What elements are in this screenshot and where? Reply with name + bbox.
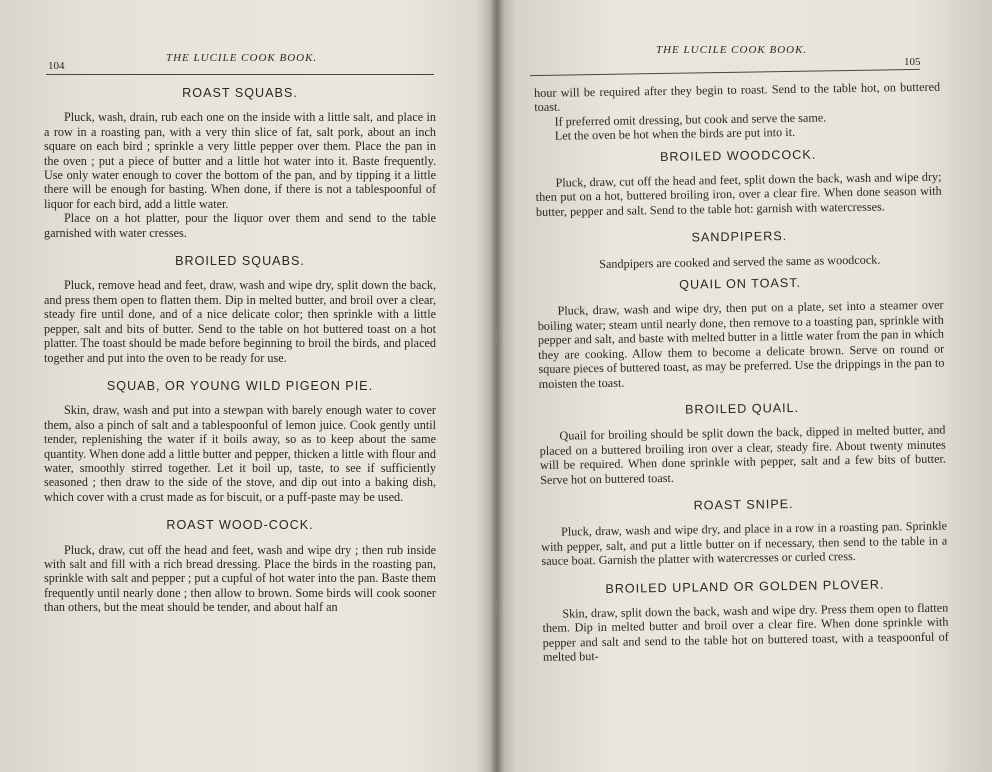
recipe-paragraph: Pluck, draw, cut off the head and feet, split down the back, wash and wipe dry; then put on a hot, buttered broiling iron, over a clear fire. When done season with butter, pepper and salt. Send to the table hot: garnish with watercresses. — [535, 169, 942, 219]
recipe-title: BROILED SQUABS. — [175, 254, 305, 269]
continued-text — [534, 80, 941, 144]
left-page — [0, 0, 492, 772]
recipe-paragraph: Place on a hot platter, pour the liquor over them and send to the table garnished with water cresses. — [44, 211, 436, 240]
recipe-title: ROAST WOOD-COCK. — [166, 518, 314, 533]
book-gutter — [490, 0, 504, 772]
recipe-broiled-woodcock — [535, 145, 942, 219]
left-page-content — [44, 86, 436, 629]
recipe-title: SANDPIPERS. — [691, 229, 788, 245]
left-page-number: 104 — [48, 60, 65, 72]
binding-thread — [494, 600, 497, 614]
recipe-quail-on-toast — [537, 274, 945, 391]
continuation-paragraph: Let the oven be hot when the birds are put into it. — [554, 125, 796, 143]
right-running-head: THE LUCILE COOK BOOK. — [656, 44, 808, 56]
continuation-paragraph: If preferred omit dressing, but cook and serve the same. — [554, 110, 827, 129]
recipe-paragraph: Skin, draw, split down the back, wash and wipe dry. Press them open to flatten them. Dip in melted butter and broil over a clear fire. When done sprinkle with pepper and salt and send to the table hot on buttered toast, with a teaspoonful of melted but- — [542, 600, 949, 665]
right-header-rule — [530, 69, 920, 76]
right-page-content — [534, 80, 949, 679]
recipe-title: QUAIL ON TOAST. — [679, 275, 802, 292]
recipe-title: BROILED QUAIL. — [684, 400, 800, 417]
recipe-roast-squabs — [44, 86, 436, 240]
recipe-title: SQUAB, OR YOUNG WILD PIGEON PIE. — [106, 378, 374, 393]
recipe-title: ROAST SQUABS. — [182, 86, 298, 100]
recipe-broiled-plover — [542, 576, 949, 664]
recipe-broiled-quail — [539, 398, 946, 486]
left-header-rule — [46, 74, 434, 75]
recipe-title: ROAST SNIPE. — [693, 496, 794, 513]
recipe-title: BROILED UPLAND OR GOLDEN PLOVER. — [605, 577, 885, 596]
recipe-paragraph: Pluck, draw, wash and wipe dry, and place in a row in a roasting pan. Sprinkle with pepper, salt, and put a little butter on if necessary, then send to the table in a sauce boat. Garnish the platter with watercresses or curled cress. — [541, 518, 948, 569]
left-running-head: THE LUCILE COOK BOOK. — [166, 52, 318, 64]
recipe-roast-wood-cock — [44, 518, 436, 614]
right-page — [500, 0, 992, 772]
binding-thread — [494, 330, 497, 344]
recipe-paragraph: Pluck, draw, cut off the head and feet, wash and wipe dry ; then rub inside with salt and fill with a rich bread dressing. Place the birds in the roasting pan, sprinkle with salt and pepper ; put a cupful of hot water into the pan. Baste them frequently until nearly done ; then allow to brown. Some birds will cook sooner than others, but the meat should be tender, and about half an — [44, 542, 436, 615]
recipe-broiled-squabs — [44, 254, 436, 365]
recipe-paragraph: Pluck, remove head and feet, draw, wash and wipe dry, split down the back, and press them open to flatten them. Dip in melted butter, and broil over a clear, steady fire until done, and of a nice delicate color; then sprinkle with a little pepper, salt and bits of butter. Send to the table on hot buttered toast on a hot platter. The toast should be made before beginning to broil the birds, and placed together and put into the oven to be ready for use. — [44, 278, 436, 365]
recipe-title: BROILED WOODCOCK. — [659, 147, 817, 164]
recipe-paragraph: Skin, draw, wash and put into a stewpan with barely enough water to cover them, also a pinch of salt and a tablespoonful of lemon juice. Cook gently until tender, replenishing the water if it boils away, so as to keep about the same quantity. When done add a little butter and pepper, thicken a little with flour and water, smoothly stirred together. Let it boil up, taste, to see if sufficiently seasoned ; then draw to the side of the stove, and dip out into a baking dish, which cover with a crust made as for biscuit, or a puff-paste may be used. — [44, 403, 436, 504]
recipe-sandpipers — [536, 227, 943, 272]
right-page-number: 105 — [904, 56, 921, 68]
recipe-paragraph: Pluck, draw, wash and wipe dry, then put on a plate, set into a steamer over boiling water; steam until nearly done, then remove to a toasting pan, sprinkle with pepper and salt, and baste with melted butter in a little water from the pan in which they are cooking. Allow them to become a delicate brown. Serve on round or square pieces of buttered toast, as may be preferred. Use the drippings in the pan to moisten the toast. — [537, 298, 945, 391]
recipe-paragraph: Sandpipers are cooked and served the same as woodcock. — [599, 252, 881, 271]
recipe-paragraph: Pluck, wash, drain, rub each one on the inside with a little salt, and place in a row in a roasting pan, with a very thin slice of fat, salt pork, about an inch square on each bird ; sprinkle a very little pepper over them. Place the pan in the oven ; put a piece of butter and a little hot water into it. Baste frequently. Use only water enough to cover the bottom of the pan, and by tipping it a little there will be enough for basting. When done, if there is not a tablespoonful of liquor for each bird, add a little water. — [44, 110, 436, 211]
recipe-squab-pie — [44, 379, 436, 504]
continuation-paragraph: hour will be required after they begin to roast. Send to the table hot, on buttered toast. — [534, 79, 941, 115]
recipe-paragraph: Quail for broiling should be split down the back, dipped in melted butter, and placed on a buttered broiling iron over a clear, steady fire. About twenty minutes will be required. When done sprinkle with pepper, salt and a few bits of butter. Serve hot on buttered toast. — [539, 422, 947, 487]
recipe-roast-snipe — [541, 495, 948, 569]
